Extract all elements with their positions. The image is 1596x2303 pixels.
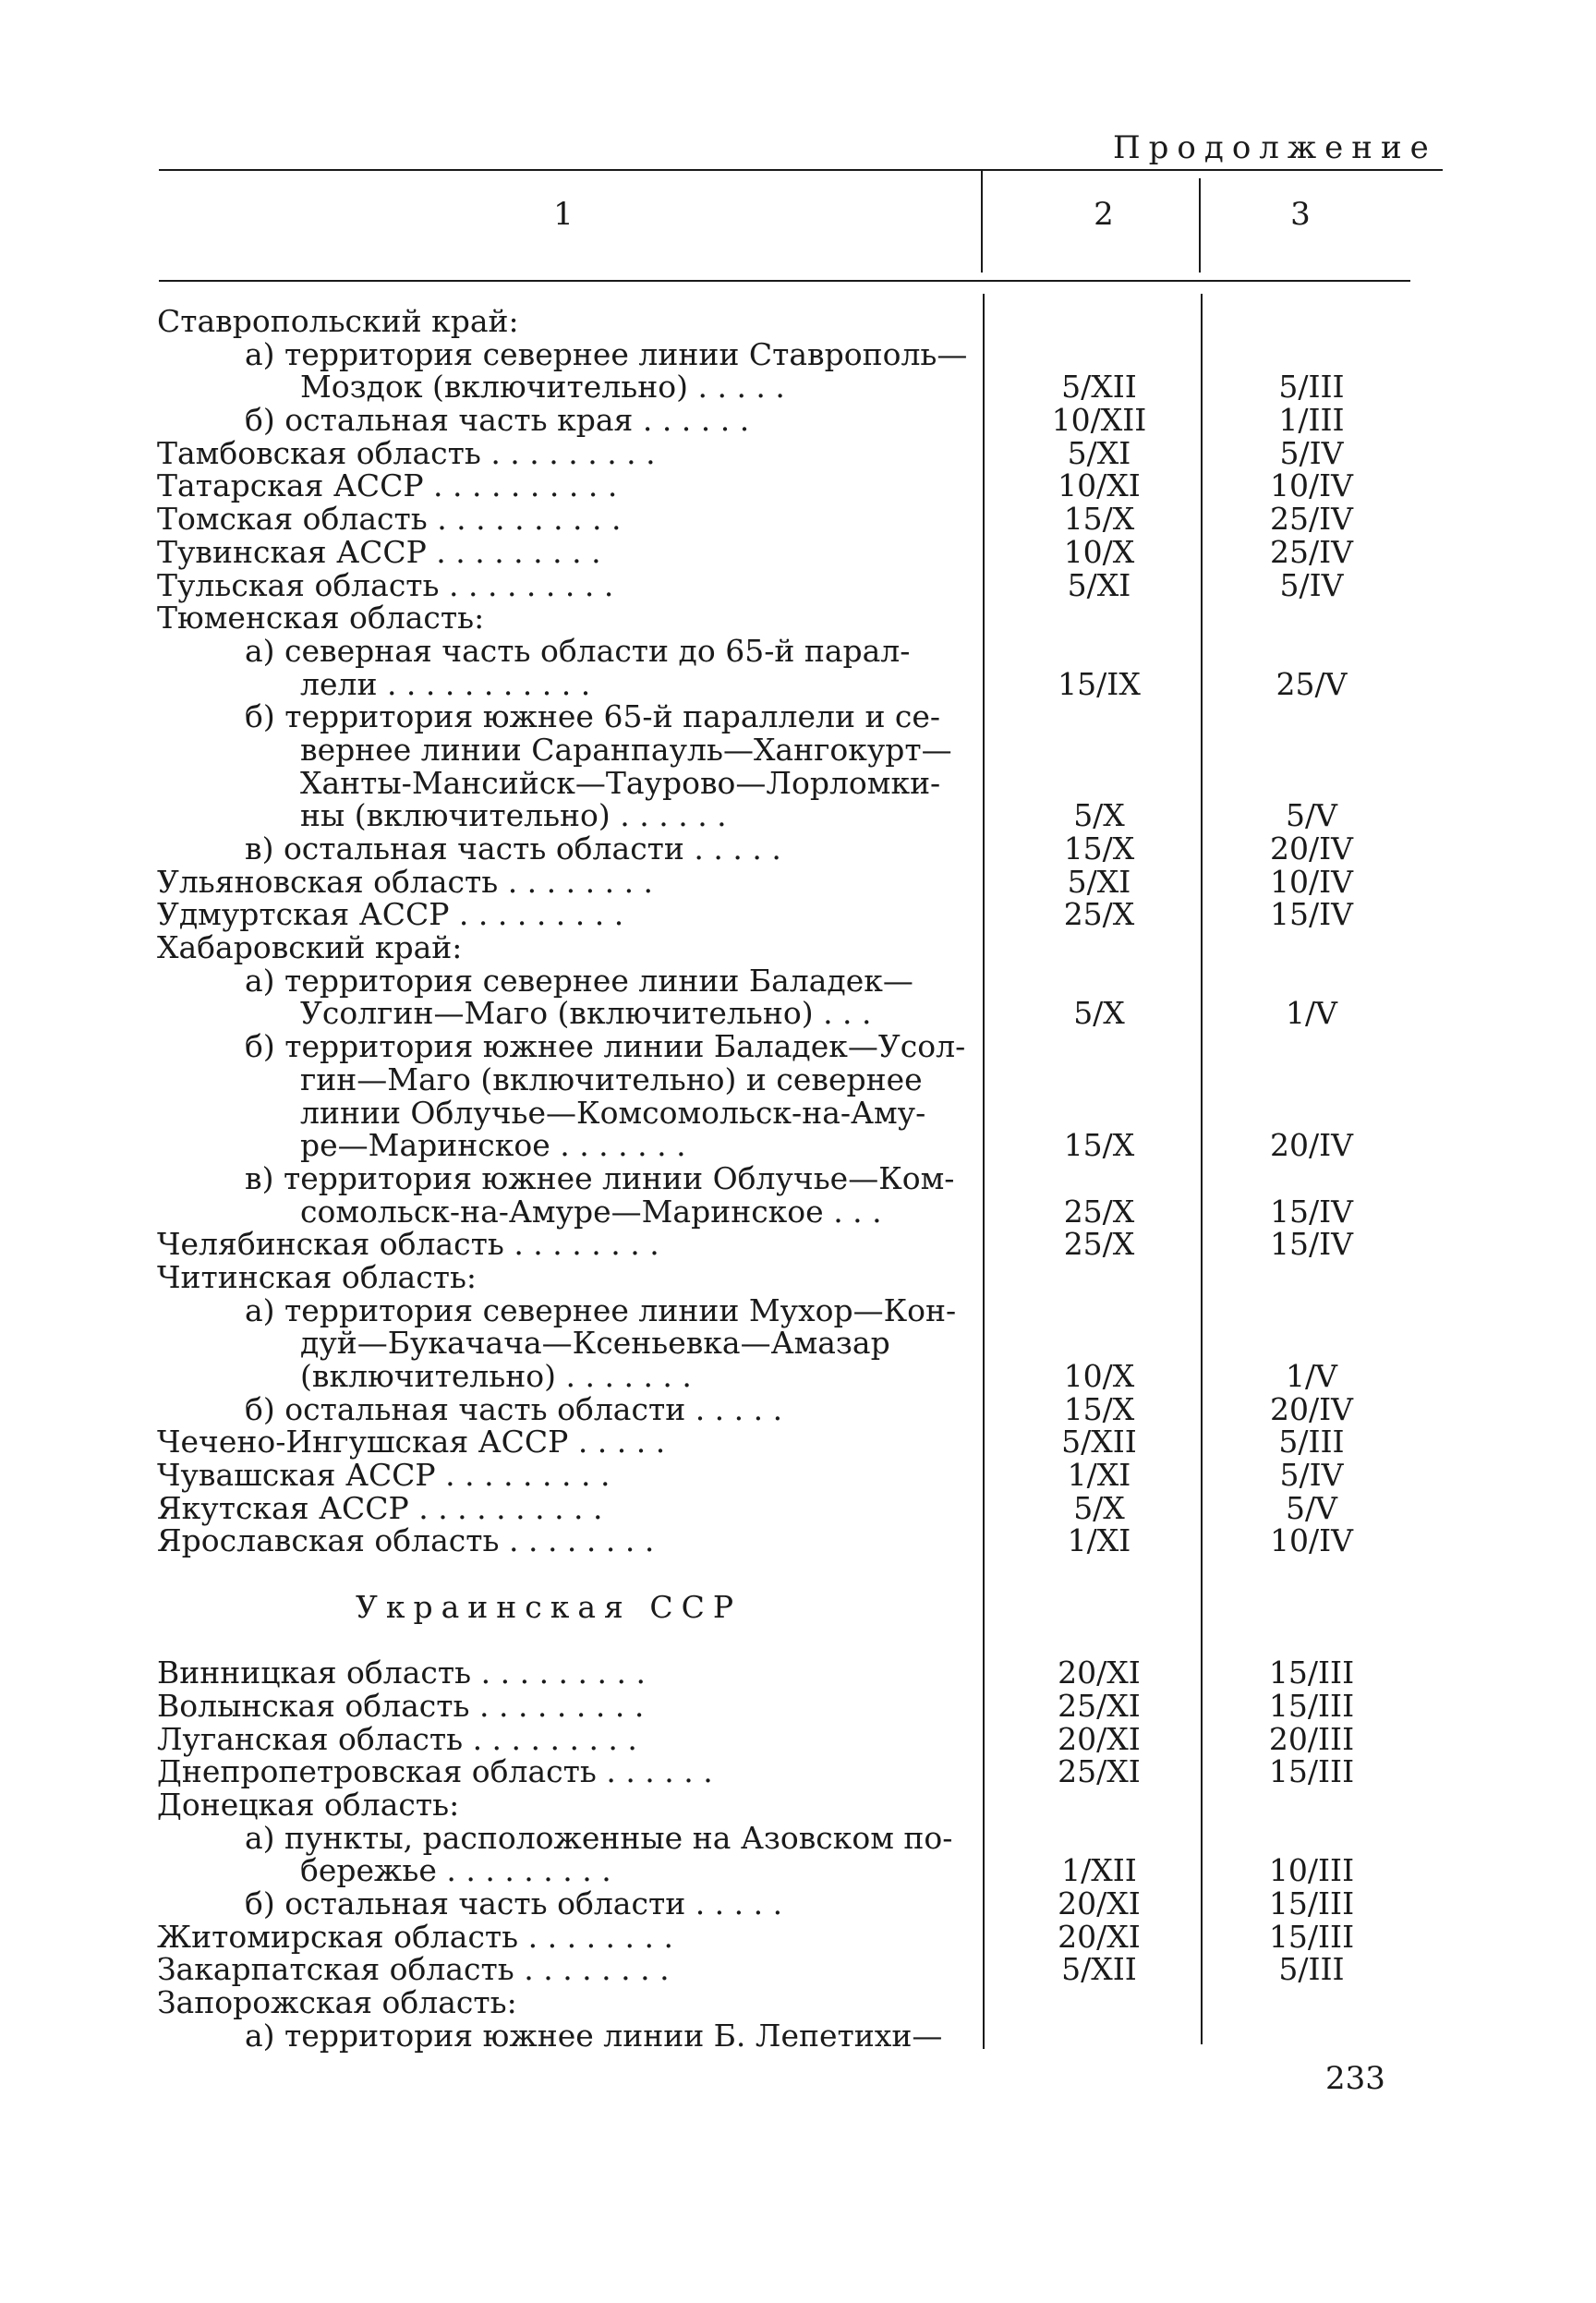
row-label: Моздок (включительно) . . . . . <box>300 369 785 406</box>
table-row <box>0 1063 1596 1097</box>
date-start-cell: 25/XI <box>1058 1753 1141 1790</box>
table-row <box>0 1228 1596 1261</box>
table-row <box>0 469 1596 503</box>
date-start-cell: 15/X <box>1063 1390 1135 1427</box>
table-row <box>0 1524 1596 1558</box>
continuation-label: Продолжение <box>1113 129 1437 166</box>
row-label: Закарпатская область . . . . . . . . <box>157 1951 670 1988</box>
row-label: б) остальная часть края . . . . . . <box>245 402 750 439</box>
col-divider-2-header <box>1199 178 1201 273</box>
date-start-cell: 5/XII <box>1061 1424 1137 1461</box>
row-label: Чечено-Ингушская АССР . . . . . <box>157 1424 666 1461</box>
table-row <box>0 2019 1596 2053</box>
row-label: а) пункты, расположенные на Азовском по- <box>245 1819 953 1856</box>
row-label: б) территория южнее линии Баладек—Усол- <box>245 1028 966 1065</box>
date-start-cell: 10/X <box>1063 533 1135 570</box>
date-end-cell: 20/IV <box>1270 1127 1353 1164</box>
table-row <box>0 1854 1596 1887</box>
date-end-cell: 25/IV <box>1270 533 1353 570</box>
date-start-cell: 5/XI <box>1067 434 1131 471</box>
date-start-cell: 20/XI <box>1058 1655 1141 1691</box>
date-end-cell: 15/III <box>1268 1885 1355 1921</box>
table-row <box>0 1291 1596 1328</box>
table-row <box>0 335 1596 372</box>
row-label: Тюменская область: <box>157 600 485 636</box>
date-start-cell: 25/XI <box>1058 1687 1141 1724</box>
table-row <box>0 1918 1596 1955</box>
table-row <box>0 404 1596 437</box>
table-row <box>0 1687 1596 1724</box>
date-start-cell: 25/X <box>1063 1226 1135 1263</box>
row-label: б) остальная часть области . . . . . <box>245 1390 783 1427</box>
row-label: Чувашская АССР . . . . . . . . . <box>157 1457 611 1494</box>
date-start-cell: 25/X <box>1063 896 1135 933</box>
row-label: Волынская область . . . . . . . . . <box>157 1687 645 1724</box>
row-label: б) остальная часть области . . . . . <box>245 1885 783 1921</box>
date-start-cell: 1/XII <box>1061 1852 1137 1889</box>
table-row <box>0 1788 1596 1822</box>
table-row <box>0 1887 1596 1921</box>
date-end-cell: 5/III <box>1278 369 1345 406</box>
date-start-cell: 20/XI <box>1058 1720 1141 1757</box>
date-end-cell: 15/III <box>1268 1655 1355 1691</box>
row-label: Ханты-Мансийск—Таурово—Лорломки- <box>300 764 941 801</box>
date-start-cell: 1/XI <box>1067 1457 1131 1494</box>
row-label: сомольск-на-Амуре—Маринское . . . <box>300 1193 882 1230</box>
col-divider-1-header <box>981 171 983 273</box>
date-end-cell: 5/IV <box>1279 566 1344 603</box>
table-row <box>0 632 1596 669</box>
date-start-cell: 15/IX <box>1058 665 1141 702</box>
table-row <box>0 1953 1596 1986</box>
row-label: дуй—Букачача—Ксеньевка—Амазар <box>300 1325 890 1362</box>
page-number: 233 <box>1325 2060 1385 2097</box>
date-end-cell: 15/III <box>1268 1753 1355 1790</box>
date-end-cell: 1/V <box>1286 1358 1337 1394</box>
column-header-2: 2 <box>1094 196 1114 233</box>
date-end-cell: 15/III <box>1268 1687 1355 1724</box>
date-start-cell: 10/X <box>1063 1358 1135 1394</box>
top-rule <box>159 169 1443 171</box>
table-row <box>0 1819 1596 1856</box>
row-label: Ульяновская область . . . . . . . . <box>157 863 654 900</box>
table-row <box>0 832 1596 866</box>
row-label: Ставропольский край: <box>157 303 519 339</box>
row-label: линии Облучье—Комсомольск-на-Аму- <box>300 1094 926 1131</box>
table-row <box>0 764 1596 801</box>
table-row <box>0 1656 1596 1690</box>
date-end-cell: 5/III <box>1278 1951 1345 1988</box>
table-row <box>0 1159 1596 1196</box>
table-row <box>0 1459 1596 1492</box>
table-row <box>0 1558 1596 1591</box>
table-row <box>0 1094 1596 1131</box>
date-start-cell: 5/X <box>1073 995 1125 1032</box>
row-label: Хабаровский край: <box>157 929 463 966</box>
row-label: Донецкая область: <box>157 1786 460 1823</box>
table-row <box>0 997 1596 1030</box>
table-row <box>0 1258 1596 1295</box>
row-label: а) территория севернее линии Баладек— <box>245 962 913 999</box>
date-end-cell: 25/V <box>1276 665 1348 702</box>
table-row <box>0 601 1596 635</box>
date-end-cell: 15/III <box>1268 1918 1355 1955</box>
table-row <box>0 1986 1596 2019</box>
row-label: Тувинская АССР . . . . . . . . . <box>157 533 601 570</box>
date-end-cell: 5/IV <box>1279 1457 1344 1494</box>
date-end-cell: 10/IV <box>1270 863 1353 900</box>
date-start-cell: 5/XI <box>1067 863 1131 900</box>
date-start-cell: 10/XII <box>1051 402 1147 439</box>
table-row <box>0 1129 1596 1162</box>
row-label: в) остальная часть области . . . . . <box>245 830 781 867</box>
date-end-cell: 5/V <box>1286 1489 1337 1526</box>
row-label: Удмуртская АССР . . . . . . . . . <box>157 896 624 933</box>
row-label: Тамбовская область . . . . . . . . . <box>157 434 656 471</box>
table-row <box>0 863 1596 900</box>
row-label: Якутская АССР . . . . . . . . . . <box>157 1489 603 1526</box>
row-label: Челябинская область . . . . . . . . <box>157 1226 659 1263</box>
table-row <box>0 931 1596 964</box>
date-end-cell: 15/IV <box>1270 896 1353 933</box>
column-header-3: 3 <box>1290 196 1311 233</box>
table-row <box>0 1755 1596 1788</box>
table-row <box>0 964 1596 998</box>
row-label: Тульская область . . . . . . . . . <box>157 566 614 603</box>
date-end-cell: 20/III <box>1268 1720 1355 1757</box>
table-row <box>0 665 1596 702</box>
row-label: в) территория южнее линии Облучье—Ком- <box>245 1159 955 1196</box>
section-heading: Украинская ССР <box>356 1588 743 1625</box>
date-end-cell: 5/V <box>1286 797 1337 834</box>
date-start-cell: 15/X <box>1063 830 1135 867</box>
column-header-1: 1 <box>553 196 574 233</box>
date-end-cell: 10/IV <box>1270 467 1353 504</box>
row-label: вернее линии Саранпауль—Хангокурт— <box>300 731 952 768</box>
date-start-cell: 5/XI <box>1067 566 1131 603</box>
row-label: Винницкая область . . . . . . . . . <box>157 1655 646 1691</box>
date-start-cell: 5/X <box>1073 1489 1125 1526</box>
table-row <box>0 1327 1596 1360</box>
row-label: ре—Маринское . . . . . . . <box>300 1127 686 1164</box>
date-start-cell: 20/XI <box>1058 1885 1141 1921</box>
date-start-cell: 5/XII <box>1061 369 1137 406</box>
date-end-cell: 15/IV <box>1270 1226 1353 1263</box>
row-label: а) территория севернее линии Мухор—Кон- <box>245 1291 957 1328</box>
table-row <box>0 1030 1596 1063</box>
date-start-cell: 1/XI <box>1067 1522 1131 1559</box>
table-row <box>0 799 1596 832</box>
date-end-cell: 15/IV <box>1270 1193 1353 1230</box>
table-row <box>0 1588 1596 1625</box>
date-start-cell: 15/X <box>1063 1127 1135 1164</box>
row-label: а) северная часть области до 65-й парал- <box>245 632 911 669</box>
date-start-cell: 5/XII <box>1061 1951 1137 1988</box>
table-row <box>0 1425 1596 1459</box>
row-label: лели . . . . . . . . . . . <box>300 665 591 702</box>
row-label: Томская область . . . . . . . . . . <box>157 501 622 538</box>
table-body <box>0 305 1596 2052</box>
table-row <box>0 503 1596 536</box>
row-label: б) территория южнее 65-й параллели и се- <box>245 698 941 735</box>
row-label: Житомирская область . . . . . . . . <box>157 1918 673 1955</box>
date-end-cell: 10/III <box>1268 1852 1355 1889</box>
date-end-cell: 25/IV <box>1270 501 1353 538</box>
row-label: Татарская АССР . . . . . . . . . . <box>157 467 618 504</box>
row-label: а) территория севернее линии Ставрополь— <box>245 335 968 372</box>
date-start-cell: 20/XI <box>1058 1918 1141 1955</box>
date-end-cell: 5/IV <box>1279 434 1344 471</box>
date-start-cell: 15/X <box>1063 501 1135 538</box>
table-row <box>0 305 1596 338</box>
row-label: Запорожская область: <box>157 1984 517 2021</box>
date-start-cell: 5/X <box>1073 797 1125 834</box>
table-row <box>0 1360 1596 1393</box>
table-row <box>0 1720 1596 1757</box>
date-end-cell: 20/IV <box>1270 830 1353 867</box>
date-end-cell: 20/IV <box>1270 1390 1353 1427</box>
table-row <box>0 370 1596 404</box>
table-row <box>0 1624 1596 1657</box>
date-start-cell: 10/XI <box>1058 467 1141 504</box>
table-row <box>0 533 1596 570</box>
row-label: (включительно) . . . . . . . <box>300 1358 692 1394</box>
date-end-cell: 5/III <box>1278 1424 1345 1461</box>
table-row <box>0 898 1596 931</box>
date-start-cell: 25/X <box>1063 1193 1135 1230</box>
row-label: а) территория южнее линии Б. Лепетихи— <box>245 2017 943 2054</box>
row-label: Днепропетровская область . . . . . . <box>157 1753 713 1790</box>
table-row <box>0 566 1596 603</box>
table-row <box>0 700 1596 733</box>
row-label: гин—Маго (включительно) и севернее <box>300 1061 923 1097</box>
date-end-cell: 1/III <box>1278 402 1345 439</box>
row-label: ны (включительно) . . . . . . <box>300 797 727 834</box>
table-row <box>0 733 1596 767</box>
table-row <box>0 1489 1596 1526</box>
date-end-cell: 10/IV <box>1270 1522 1353 1559</box>
row-label: Ярославская область . . . . . . . . <box>157 1522 655 1559</box>
table-row <box>0 434 1596 471</box>
table-row <box>0 1390 1596 1427</box>
date-end-cell: 1/V <box>1286 995 1337 1032</box>
row-label: Читинская область: <box>157 1258 478 1295</box>
table-row <box>0 1195 1596 1229</box>
row-label: Луганская область . . . . . . . . . <box>157 1720 637 1757</box>
row-label: Усолгин—Маго (включительно) . . . <box>300 995 872 1032</box>
row-label: бережье . . . . . . . . . <box>300 1852 611 1889</box>
header-rule <box>159 280 1410 282</box>
